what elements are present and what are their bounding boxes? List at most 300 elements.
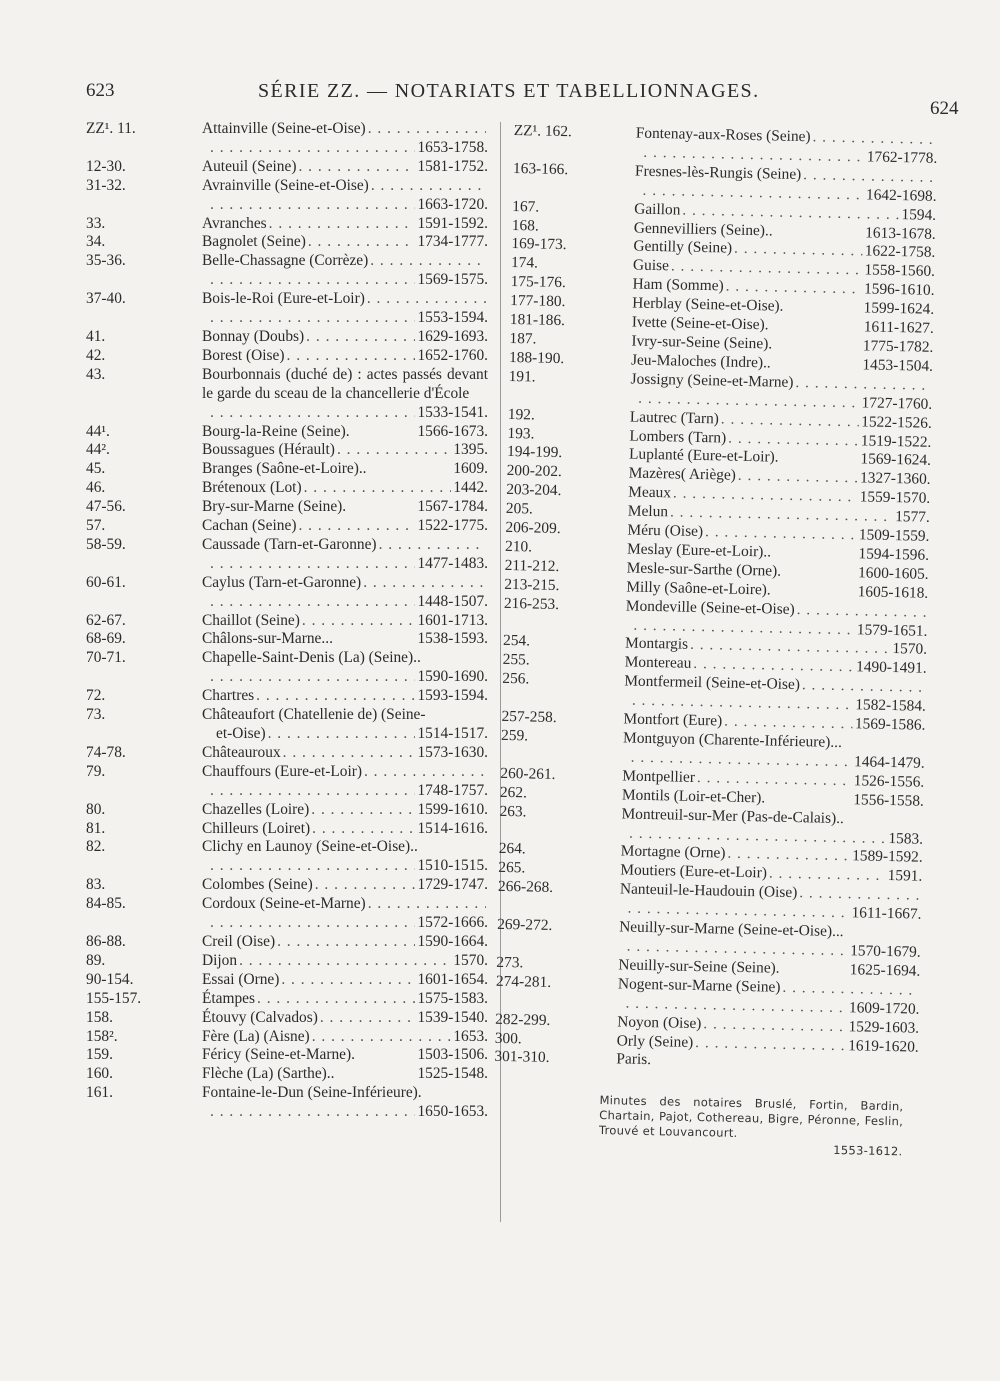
entry-code: 73. [86, 706, 106, 724]
entry-body [202, 347, 488, 366]
date-range: 1594. [901, 205, 937, 224]
place-name: Ivry-sur-Seine (Seine). [631, 332, 773, 353]
entry-line [202, 952, 488, 971]
date-range: 1558-1560. [864, 261, 936, 281]
dot-leader [312, 820, 415, 839]
place-name: Borest (Oise) [202, 346, 285, 364]
dot-leader [210, 914, 415, 933]
place-name: Mazères( Ariège) [628, 464, 737, 485]
entry-body [202, 706, 488, 744]
entry-code: 82. [86, 838, 106, 856]
date-range: 1503-1506. [417, 1046, 488, 1064]
dot-leader [799, 884, 920, 905]
date-range: 1327-1360. [859, 469, 931, 489]
date-range: 1650-1653. [417, 1103, 488, 1121]
dot-leader [257, 990, 415, 1009]
place-name: Milly (Saône-et-Loire). [626, 578, 771, 599]
entry-code: 62-67. [86, 611, 126, 629]
index-entry [86, 290, 488, 328]
place-name: Attainville (Seine-et-Oise) [202, 120, 366, 137]
date-range: 1539-1540. [417, 1008, 488, 1026]
place-name: Ham (Somme) [632, 275, 724, 295]
entry-code: 33. [86, 214, 106, 232]
entry-body [202, 895, 488, 933]
dot-leader [337, 441, 451, 460]
entry-line [202, 668, 488, 687]
dot-leader [306, 328, 415, 347]
entry-body [202, 177, 488, 215]
place-name: Étampes [202, 989, 255, 1007]
place-name: Montereau [624, 653, 692, 673]
entry-body [202, 630, 488, 649]
entry-code: 188-190. [508, 348, 565, 367]
date-range: 1570. [453, 951, 488, 969]
entry-line [202, 744, 488, 763]
index-entry [86, 744, 488, 763]
entry-line [202, 347, 488, 366]
date-range: 1533-1541. [417, 403, 488, 421]
date-range: 1596-1610. [863, 280, 935, 300]
entry-code: 160. [86, 1065, 113, 1083]
dot-leader [210, 404, 415, 423]
place-name: Avranches [202, 214, 267, 232]
place-name: Fontaine-le-Dun (Seine-Inférieure). [202, 1084, 422, 1102]
place-name: Chazelles (Loire) [202, 800, 310, 818]
dot-leader [287, 347, 416, 366]
date-range: 1510-1515. [417, 857, 488, 875]
entry-body [202, 328, 488, 347]
place-name: Chaillot (Seine) [202, 611, 300, 629]
entry-code: 300. [494, 1029, 522, 1047]
entry-line [202, 990, 488, 1009]
date-range: 1609-1720. [848, 998, 920, 1018]
index-entry [86, 1046, 488, 1065]
date-range: 1529-1603. [848, 1017, 920, 1037]
date-range: 1572-1666. [417, 914, 488, 932]
date-range: 1522-1775. [417, 517, 488, 535]
date-range: 1653-1758. [417, 138, 488, 156]
entry-body [202, 215, 488, 234]
entry-code: 72. [86, 687, 106, 705]
date-range: 1594-1596. [858, 545, 930, 564]
index-entry [86, 933, 488, 952]
entry-body [202, 252, 488, 290]
index-entry [86, 423, 488, 442]
place-name: Nanteuil-le-Haudouin (Oise) [619, 880, 798, 902]
dot-leader [210, 271, 415, 290]
entry-code: 68-69. [86, 630, 126, 648]
index-entry [86, 1028, 488, 1047]
entry-code: ZZ¹. 162. [513, 122, 573, 141]
date-range: 1464-1479. [853, 753, 925, 772]
entry-code: 86-88. [86, 932, 126, 950]
entry-code: 35-36. [86, 252, 126, 270]
date-range: 1490-1491. [855, 658, 927, 678]
entry-code: 257-258. [501, 707, 557, 727]
date-range: 1453-1504. [862, 356, 934, 375]
entry-body [635, 125, 938, 169]
dot-leader [802, 676, 925, 697]
entry-body [202, 1065, 488, 1084]
entry-line [202, 158, 488, 177]
entry-line [202, 328, 488, 347]
entry-body [630, 370, 933, 414]
index-entry [86, 252, 488, 290]
entry-code: 155-157. [86, 989, 142, 1007]
date-range: 1599-1624. [863, 299, 935, 318]
entry-code: 262. [499, 783, 528, 802]
date-range: 1762-1778. [866, 148, 938, 167]
dot-leader [364, 763, 486, 782]
entry-body [202, 971, 488, 990]
date-range: 1605-1618. [857, 583, 929, 602]
entry-code: 159. [86, 1046, 113, 1064]
entry-code: 163-166. [512, 159, 569, 178]
index-entry [86, 687, 488, 706]
entry-code: 266-268. [497, 878, 554, 897]
place-name: Brétenoux (Lot) [202, 479, 302, 497]
entry-body [202, 1028, 488, 1047]
date-range: 1619-1620. [848, 1036, 919, 1056]
date-range: 1775-1782. [862, 337, 934, 356]
entry-line [202, 1065, 488, 1084]
entry-line [202, 196, 488, 215]
place-name: Belle-Chassagne (Corrèze) [202, 252, 369, 270]
date-range: 1477-1483. [417, 554, 488, 572]
index-entry [86, 838, 488, 876]
left-column [86, 120, 488, 1122]
entry-line [202, 574, 488, 593]
index-entry [86, 479, 488, 498]
entry-code: 216-253. [503, 594, 560, 613]
entry-code: 81. [86, 819, 106, 837]
place-name: Caylus (Tarn-et-Garonne) [202, 573, 362, 591]
entry-code: 269-272. [497, 915, 553, 935]
entry-code: 37-40. [86, 290, 126, 308]
index-entry [86, 876, 488, 895]
place-name: Ivette (Seine-et-Oise). [631, 313, 769, 334]
index-entry [86, 801, 488, 820]
right-column [492, 122, 937, 1160]
dot-leader [239, 952, 451, 971]
note-text: Minutes des notaires Bruslé, Fortin, Bardin, Chartain, Pajot, Cothereau, Bigre, Péronne, Feslin, Trouvé et Louvancourt. [598, 1093, 904, 1141]
entry-code: 41. [86, 327, 106, 345]
entry-body [202, 536, 488, 574]
running-title: SÉRIE ZZ. — NOTARIATS ET TABELLIONNAGES. [258, 80, 760, 102]
place-name: Bagnolet (Seine) [202, 233, 306, 251]
entry-line [202, 820, 488, 839]
date-range: 1653. [453, 1027, 488, 1045]
entry-line [202, 233, 488, 252]
dot-leader [210, 593, 415, 612]
entry-code: 254. [502, 632, 531, 650]
place-name: Montargis [624, 634, 689, 654]
place-name: Gentilly (Seine) [633, 237, 733, 258]
entry-line [202, 895, 488, 914]
dot-leader [379, 536, 486, 555]
entry-code: 203-204. [506, 481, 562, 500]
entry-code: 175-176. [510, 273, 566, 292]
entry-code: 158². [86, 1027, 118, 1045]
entry-body [202, 460, 488, 479]
entry-body [202, 498, 488, 517]
note-date: 1553-1612. [833, 1143, 903, 1159]
dot-leader [283, 744, 416, 763]
entry-code: 60-61. [86, 573, 126, 591]
entry-code: 34. [86, 233, 106, 251]
entry-code: 274-281. [495, 972, 552, 991]
date-range: 1569-1624. [860, 450, 932, 470]
entry-code: 46. [86, 479, 106, 497]
entry-line [202, 252, 488, 271]
entry-code: 194-199. [506, 443, 563, 462]
entry-code: 90-154. [86, 970, 134, 988]
entry-body [625, 597, 928, 641]
index-entry [86, 990, 488, 1009]
entry-code: 259. [500, 726, 529, 745]
entry-body [202, 1084, 488, 1122]
entry-line [202, 404, 488, 423]
place-name: Essai (Orne) [202, 970, 280, 988]
entry-body [202, 990, 488, 1009]
place-name: Méru (Oise) [627, 521, 704, 541]
place-name: Étouvy (Calvados) [202, 1008, 318, 1026]
index-entry [86, 1065, 488, 1084]
date-range: 1577. [894, 508, 930, 526]
entry-line [202, 139, 488, 158]
place-name: Colombes (Seine) [202, 876, 313, 894]
entry-code: 255. [502, 651, 530, 669]
place-name: Boussagues (Hérault) [202, 441, 335, 459]
entry-code: 161. [86, 1084, 113, 1102]
index-entry [86, 1009, 488, 1028]
place-name: et-Oise) [216, 725, 266, 742]
date-range: 1599-1610. [417, 800, 488, 818]
index-entry [86, 971, 488, 990]
date-range: 1526-1556. [853, 772, 925, 791]
dot-leader [370, 252, 486, 271]
date-range: 1448-1507. [417, 592, 488, 610]
place-name: Herblay (Seine-et-Oise). [632, 294, 784, 315]
dot-leader [308, 233, 416, 252]
dot-leader [315, 876, 416, 895]
dot-leader [298, 517, 415, 536]
entry-code: 210. [504, 537, 533, 556]
entry-code: 74-78. [86, 743, 126, 761]
entry-code: 200-202. [506, 462, 563, 481]
date-range: 1569-1586. [854, 715, 926, 734]
dot-leader [210, 857, 415, 876]
index-entry [86, 233, 488, 252]
place-name: Gaillon [634, 200, 681, 219]
date-range: 1514-1616. [417, 819, 488, 837]
entry-code: 31-32. [86, 176, 126, 194]
dot-leader [210, 139, 415, 158]
place-name: Mondeville (Seine-et-Oise) [625, 597, 795, 618]
entry-code: 264. [498, 840, 526, 858]
place-name: Montguyon (Charente-Inférieure)... [622, 729, 843, 752]
entry-body [202, 876, 488, 895]
dot-leader [210, 555, 415, 574]
entry-line [202, 441, 488, 460]
place-name: Fère (La) (Aisne) [202, 1027, 310, 1045]
place-name: Bonnay (Doubs) [202, 327, 305, 345]
index-entry [86, 952, 488, 971]
place-name: Cachan (Seine) [202, 517, 297, 535]
entry-code: 79. [86, 762, 106, 780]
entry-line [202, 423, 488, 442]
date-range: 1611-1667. [851, 904, 922, 923]
entry-line [202, 555, 488, 574]
entry-line [202, 1046, 488, 1065]
entry-code: 265. [498, 859, 526, 877]
dot-leader [304, 479, 452, 498]
place-name: Chapelle-Saint-Denis (La) (Seine).. [202, 649, 421, 667]
entry-code: 83. [86, 876, 106, 894]
date-range: 1727-1760. [861, 394, 933, 413]
index-entry [86, 612, 488, 631]
entry-line [202, 1028, 488, 1047]
entry-code: 181-186. [509, 311, 566, 330]
dot-leader [368, 895, 486, 914]
place-name: Meaux [628, 483, 672, 502]
entry-code: 167. [512, 197, 540, 216]
index-entry [86, 1084, 488, 1122]
place-name: Flèche (La) (Sarthe).. [202, 1065, 335, 1083]
entry-body [202, 933, 488, 952]
place-name: Dijon [202, 951, 238, 969]
index-entry [86, 536, 488, 574]
date-range: 1559-1570. [859, 488, 931, 508]
page-number-right: 624 [930, 98, 959, 119]
dot-leader [210, 196, 415, 215]
place-name: Lombers (Tarn) [629, 426, 727, 447]
index-entry [86, 460, 488, 479]
place-name: Bourg-la-Reine (Seine). [202, 422, 350, 440]
entry-line [202, 612, 488, 631]
date-range: 1611-1627. [863, 318, 934, 337]
index-entry [86, 347, 488, 366]
dot-leader [367, 290, 486, 309]
date-range: 1734-1777. [417, 233, 488, 251]
date-range: 1583. [888, 829, 924, 848]
entry-body [202, 820, 488, 839]
entry-body [202, 479, 488, 498]
entry-code: 301-310. [494, 1048, 550, 1067]
entry-line [202, 215, 488, 234]
entry-body [202, 801, 488, 820]
index-entry [86, 895, 488, 933]
place-name: Montfort (Eure) [623, 710, 723, 730]
entry-line [202, 971, 488, 990]
index-entry [86, 177, 488, 215]
dot-leader [769, 865, 886, 886]
dot-leader [368, 120, 486, 139]
entry-body [202, 838, 488, 876]
place-name: Montfermeil (Seine-et-Oise) [624, 672, 801, 694]
date-range: 1663-1720. [417, 195, 488, 213]
place-name: Orly (Seine) [616, 1031, 694, 1051]
dot-leader [371, 177, 486, 196]
date-range: 1613-1678. [865, 223, 936, 243]
entry-code: 205. [505, 500, 534, 518]
index-entry [86, 120, 488, 158]
place-name: Melun [627, 502, 669, 521]
entry-code: 80. [86, 800, 106, 818]
place-name: Lautrec (Tarn) [629, 408, 720, 427]
place-name: Guise [632, 256, 670, 275]
dot-leader [281, 971, 415, 990]
entry-body [202, 1046, 488, 1065]
place-name: Caussade (Tarn-et-Garonne) [202, 535, 377, 553]
entry-body [621, 805, 924, 849]
place-name: Montreuil-sur-Mer (Pas-de-Calais).. [621, 805, 845, 827]
place-name: Bry-sur-Marne (Seine). [202, 498, 347, 516]
entry-body [202, 763, 488, 801]
entry-body [619, 881, 922, 925]
entry-code: 42. [86, 346, 106, 364]
place-name: Nogent-sur-Marne (Seine) [617, 975, 781, 996]
entry-body [202, 441, 488, 460]
dot-leader [256, 687, 415, 706]
entry-code: 256. [502, 670, 530, 688]
place-name: Jossigny (Seine-et-Marne) [630, 370, 794, 391]
place-name: Jeu-Maloches (Indre).. [630, 351, 771, 372]
entry-code: 169-173. [511, 235, 567, 254]
date-range: 1525-1548. [417, 1065, 488, 1083]
right-entry-list [494, 122, 938, 1076]
date-range: 1589-1592. [851, 847, 923, 867]
place-name: Neuilly-sur-Marne (Seine-et-Oise)... [618, 918, 844, 941]
entry-code: 44¹. [86, 422, 110, 440]
entry-body [202, 290, 488, 328]
date-range: 1569-1575. [417, 271, 488, 289]
dot-leader [298, 158, 415, 177]
entry-code: 45. [86, 460, 106, 478]
entry-code: 273. [496, 953, 524, 972]
date-range: 1593-1594. [417, 687, 488, 705]
entry-body [202, 1009, 488, 1028]
entry-code: 57. [86, 517, 106, 535]
entry-body [202, 574, 488, 612]
entry-code: 213-215. [504, 575, 560, 594]
date-range: 1729-1747. [417, 876, 488, 894]
place-name: Châteauroux [202, 743, 281, 761]
entry-code: 84-85. [86, 895, 126, 913]
date-range: 1582-1584. [855, 696, 927, 715]
entry-line [202, 309, 488, 328]
entry-body [202, 687, 488, 706]
place-name: Féricy (Seine-et-Marne). [202, 1046, 355, 1064]
dot-leader [311, 801, 415, 820]
entry-body [202, 423, 488, 442]
date-range: 1625-1694. [849, 961, 921, 980]
entry-line [202, 857, 488, 876]
entry-code: 187. [509, 329, 537, 348]
date-range: 1522-1526. [861, 412, 932, 432]
entry-body [202, 120, 488, 158]
date-range: 1652-1760. [417, 346, 488, 364]
place-name: Chauffours (Eure-et-Loir) [202, 762, 362, 780]
place-name: Auteuil (Seine) [202, 157, 297, 175]
entry-body [202, 952, 488, 971]
entry-code: 47-56. [86, 498, 126, 516]
entry-body [202, 744, 488, 763]
entry-description: Châteaufort (Chatellenie de) (Seine- [202, 706, 426, 724]
entry-description: Bourbonnais (duché de) : actes passés devant le garde du sceau de la chancellerie d'École [202, 365, 488, 402]
entry-body [634, 162, 937, 206]
date-range: 1570. [892, 640, 928, 659]
